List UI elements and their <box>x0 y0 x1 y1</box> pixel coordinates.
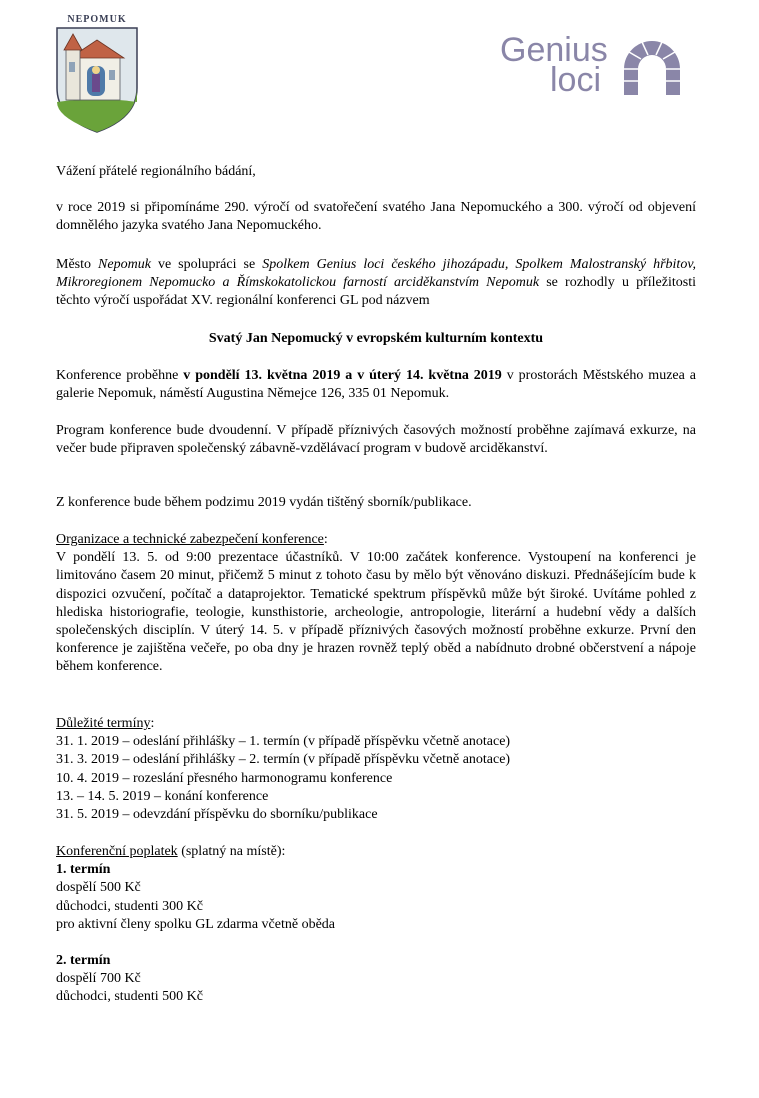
deadline-item: 31. 5. 2019 – odevzdání příspěvku do sborníku/publikace <box>56 807 378 823</box>
conference-title <box>56 330 696 348</box>
logo-word-genius: Genius <box>500 31 608 69</box>
fee-term-2-adults: dospělí 700 Kč <box>56 971 141 987</box>
organization-body: V pondělí 13. 5. od 9:00 prezentace účastníků. V 10:00 začátek konference. Vystoupení na konferenci je limitováno časem 20 minut, přičemž 5 minut z tohoto času by mělo být věnováno diskuzi. Přednášejícím bude k dispozici ozvučení, počítač a dataprojektor. Tematické spektrum příspěvků může být široké. Uvítáme pohled z hlediska historiografie, teologie, kunsthistorie, archeologie, antropologie, literární a hudební vědy a dalších společenských disciplín. V úterý 14. 5. v případě příznivých časových možností proběhne exkurze. První den konference je zajištěna večeře, po oba dny je hrazen rovněž teplý oběd a nabídnuto drobné občerstvení a nápoje během konference. <box>56 550 696 675</box>
fee-term-1-members: pro aktivní členy spolku GL zdarma včetně oběda <box>56 916 335 932</box>
conference-dates: v pondělí 13. května 2019 a v úterý 14. května 2019 <box>183 368 502 383</box>
partners-tail: se rozhodly u příležitosti těchto výročí uspořádat XV. regionální konferenci GL pod názvem <box>56 275 696 309</box>
partners-lead: Město <box>56 257 99 272</box>
organization-colon: : <box>323 532 328 547</box>
deadline-item: 31. 3. 2019 – odeslání přihlášky – 2. termín (v případě příspěvku včetně anotace) <box>56 752 511 768</box>
intro-text: v roce 2019 si připomínáme 290. výročí od svatořečení svatého Jana Nepomuckého a 300. výročí od objevení domnělého jazyka svatého Jana Nepomuckého. <box>56 200 696 234</box>
organizers: Spolkem Genius loci českého jihozápadu, Spolkem Malostranský hřbitov, Mikroregionem Nepomucko a Římskokatolickou farností arciděkanstvím Nepomuk <box>56 257 696 291</box>
logo-word-loci: loci <box>550 61 602 99</box>
conference-title-text: Svatý Jan Nepomucký v evropském kulturním kontextu <box>208 331 544 346</box>
program-paragraph <box>56 422 696 458</box>
deadlines-section <box>56 715 696 824</box>
deadlines-colon: : <box>150 716 155 731</box>
greeting <box>56 163 696 181</box>
partners-mid: ve spolupráci se <box>150 257 263 272</box>
program-text: Program konference bude dvoudenní. V případě příznivých časových možností proběhne zajímavá exkurze, na večer bude připraven společenský zábavně-vzdělávací program v budově arciděkanství. <box>56 423 696 457</box>
proceedings-paragraph <box>56 494 696 512</box>
spacer <box>56 934 696 952</box>
deadline-item: 31. 1. 2019 – odeslání přihlášky – 1. termín (v případě příspěvku včetně anotace) <box>56 734 511 750</box>
intro-paragraph <box>56 199 696 235</box>
city-name: Nepomuk <box>98 257 151 272</box>
fee-term-2-label: 2. termín <box>56 953 111 969</box>
stone-arch-icon <box>620 39 684 97</box>
greeting-text: Vážení přátelé regionálního bádání, <box>56 164 256 179</box>
proceedings-text: Z konference bude během podzimu 2019 vydán tištěný sborník/publikace. <box>56 495 472 510</box>
fees-heading: Konferenční poplatek <box>56 844 178 859</box>
fee-term-1-seniors: důchodci, studenti 300 Kč <box>56 898 203 914</box>
fee-term-1-label: 1. termín <box>56 862 111 878</box>
dates-lead: Konference proběhne <box>56 368 184 383</box>
partners-paragraph <box>56 256 696 311</box>
genius-loci-logo <box>498 33 698 103</box>
organization-heading: Organizace a technické zabezpečení konference <box>56 532 324 547</box>
fee-term-2-seniors: důchodci, studenti 500 Kč <box>56 989 203 1005</box>
organization-section <box>56 531 696 677</box>
fee-term-1-adults: dospělí 500 Kč <box>56 880 141 896</box>
nepomuk-coat-of-arms-icon <box>54 26 140 134</box>
fees-section <box>56 843 696 1007</box>
nepomuk-crest <box>54 14 140 134</box>
deadline-item: 13. – 14. 5. 2019 – konání konference <box>56 788 269 804</box>
crest-label: NEPOMUK <box>67 14 127 25</box>
dates-paragraph <box>56 367 696 403</box>
fees-note: (splatný na místě): <box>177 844 286 859</box>
deadline-item: 10. 4. 2019 – rozeslání přesného harmonogramu konference <box>56 770 393 786</box>
dates-venue: v prostorách Městského muzea a galerie Nepomuk, náměstí Augustina Němejce 126, 335 01 Nepomuk. <box>56 368 696 402</box>
deadlines-heading: Důležité termíny <box>56 716 151 731</box>
